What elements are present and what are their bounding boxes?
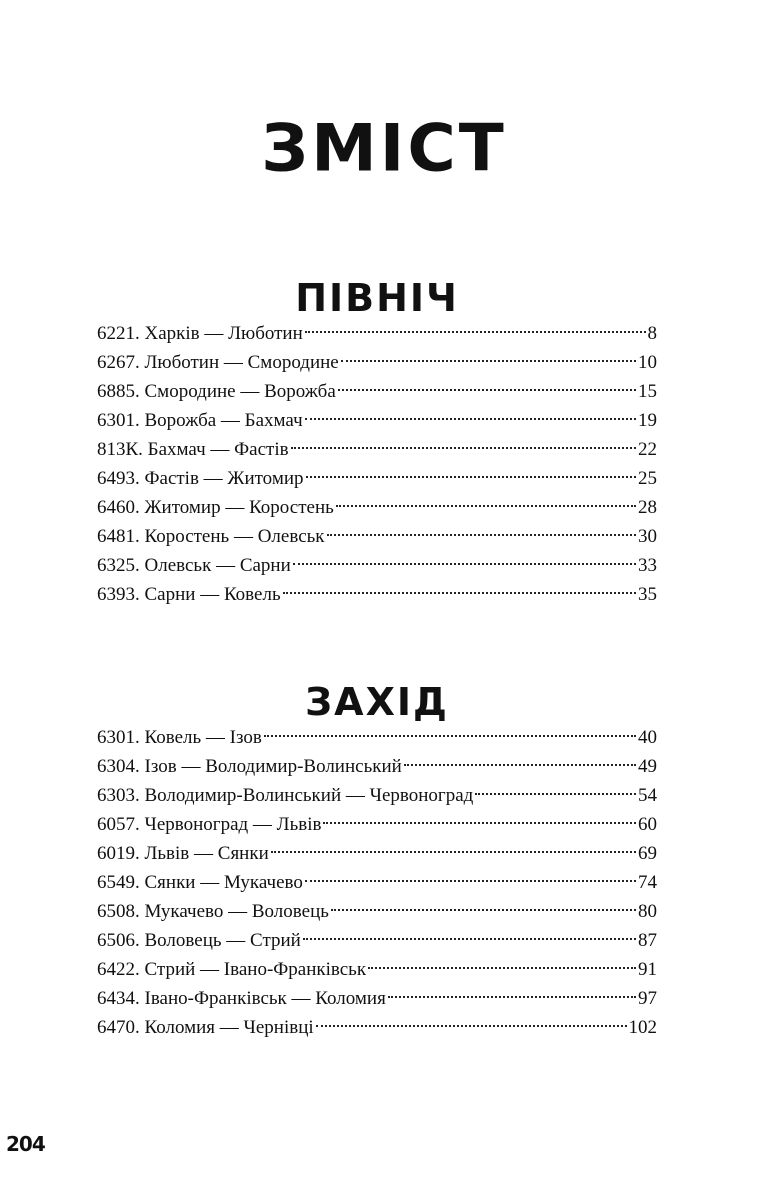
section-heading-north: ПІВНІЧ bbox=[295, 276, 459, 320]
toc-entry[interactable] bbox=[97, 752, 657, 781]
dot-leader bbox=[306, 476, 636, 478]
dot-leader bbox=[264, 735, 636, 737]
toc-entry[interactable] bbox=[97, 551, 657, 580]
toc-entry-label: 6304. Ізов — Володимир-Волинський bbox=[97, 756, 402, 777]
dot-leader bbox=[341, 360, 636, 362]
toc-list-north bbox=[97, 319, 657, 609]
toc-entry-page: 91 bbox=[638, 959, 657, 980]
dot-leader bbox=[283, 592, 636, 594]
toc-entry[interactable] bbox=[97, 839, 657, 868]
dot-leader bbox=[305, 880, 636, 882]
toc-entry-page: 97 bbox=[638, 988, 657, 1009]
toc-entry-label: 6470. Коломия — Чернівці bbox=[97, 1017, 314, 1038]
dot-leader bbox=[475, 793, 636, 795]
toc-entry[interactable] bbox=[97, 1013, 657, 1042]
toc-entry-page: 40 bbox=[638, 727, 657, 748]
toc-entry[interactable] bbox=[97, 723, 657, 752]
section-heading-west: ЗАХІД bbox=[305, 680, 449, 724]
dot-leader bbox=[338, 389, 636, 391]
toc-entry-label: 6325. Олевськ — Сарни bbox=[97, 555, 291, 576]
dot-leader bbox=[388, 996, 636, 998]
toc-entry-page: 19 bbox=[638, 410, 657, 431]
toc-entry-label: 6508. Мукачево — Воловець bbox=[97, 901, 329, 922]
page-number: 204 bbox=[6, 1132, 45, 1156]
dot-leader bbox=[305, 331, 646, 333]
toc-entry[interactable] bbox=[97, 406, 657, 435]
toc-entry-label: 6301. Ворожба — Бахмач bbox=[97, 410, 303, 431]
toc-entry[interactable] bbox=[97, 522, 657, 551]
dot-leader bbox=[323, 822, 636, 824]
dot-leader bbox=[331, 909, 636, 911]
toc-entry-page: 33 bbox=[638, 555, 657, 576]
toc-entry-page: 25 bbox=[638, 468, 657, 489]
toc-entry-page: 60 bbox=[638, 814, 657, 835]
toc-entry[interactable] bbox=[97, 810, 657, 839]
toc-entry-label: 6422. Стрий — Івано-Франківськ bbox=[97, 959, 367, 980]
toc-entry[interactable] bbox=[97, 984, 657, 1013]
toc-list-west bbox=[97, 723, 657, 1042]
toc-entry-label: 6301. Ковель — Ізов bbox=[97, 727, 262, 748]
toc-entry-page: 15 bbox=[638, 381, 657, 402]
toc-entry-page: 54 bbox=[638, 785, 657, 806]
dot-leader bbox=[316, 1025, 627, 1027]
dot-leader bbox=[368, 967, 636, 969]
toc-entry-page: 28 bbox=[638, 497, 657, 518]
toc-entry-page: 10 bbox=[638, 352, 657, 373]
toc-entry[interactable] bbox=[97, 781, 657, 810]
toc-entry-page: 80 bbox=[638, 901, 657, 922]
toc-entry[interactable] bbox=[97, 580, 657, 609]
toc-entry[interactable] bbox=[97, 377, 657, 406]
toc-entry-label: 6885. Смородине — Ворожба bbox=[97, 381, 336, 402]
toc-entry-label: 6481. Коростень — Олевськ bbox=[97, 526, 325, 547]
toc-entry-label: 6434. Івано-Франківськ — Коломия bbox=[97, 988, 386, 1009]
dot-leader bbox=[305, 418, 636, 420]
toc-entry[interactable] bbox=[97, 868, 657, 897]
dot-leader bbox=[271, 851, 636, 853]
toc-entry-page: 87 bbox=[638, 930, 657, 951]
toc-entry-label: 6267. Люботин — Смородине bbox=[97, 352, 339, 373]
dot-leader bbox=[336, 505, 636, 507]
dot-leader bbox=[303, 938, 636, 940]
toc-entry[interactable] bbox=[97, 348, 657, 377]
toc-entry-page: 35 bbox=[638, 584, 657, 605]
toc-entry-page: 49 bbox=[638, 756, 657, 777]
dot-leader bbox=[404, 764, 636, 766]
toc-entry-page: 74 bbox=[638, 872, 657, 893]
dot-leader bbox=[291, 447, 636, 449]
toc-entry-label: 6493. Фастів — Житомир bbox=[97, 468, 304, 489]
toc-entry[interactable] bbox=[97, 435, 657, 464]
toc-entry[interactable] bbox=[97, 926, 657, 955]
toc-entry-page: 8 bbox=[647, 323, 657, 344]
toc-entry-label: 813К. Бахмач — Фастів bbox=[97, 439, 289, 460]
toc-entry[interactable] bbox=[97, 897, 657, 926]
toc-entry-label: 6057. Червоноград — Львів bbox=[97, 814, 322, 835]
toc-entry-page: 30 bbox=[638, 526, 657, 547]
toc-entry-label: 6303. Володимир-Волинський — Червоноград bbox=[97, 785, 474, 806]
toc-entry[interactable] bbox=[97, 493, 657, 522]
toc-entry-page: 69 bbox=[638, 843, 657, 864]
toc-entry-label: 6019. Львів — Сянки bbox=[97, 843, 269, 864]
page-title: ЗМІСТ bbox=[261, 110, 507, 187]
toc-section-west bbox=[97, 682, 657, 1042]
toc-entry-label: 6221. Харків — Люботин bbox=[97, 323, 303, 344]
toc-entry-page: 22 bbox=[638, 439, 657, 460]
toc-entry[interactable] bbox=[97, 464, 657, 493]
toc-entry-page: 102 bbox=[628, 1017, 657, 1038]
toc-entry[interactable] bbox=[97, 955, 657, 984]
toc-entry-label: 6393. Сарни — Ковель bbox=[97, 584, 281, 605]
toc-entry[interactable] bbox=[97, 319, 657, 348]
toc-section-north bbox=[97, 278, 657, 609]
dot-leader bbox=[293, 563, 636, 565]
toc-entry-label: 6506. Воловець — Стрий bbox=[97, 930, 301, 951]
dot-leader bbox=[327, 534, 636, 536]
toc-entry-label: 6460. Житомир — Коростень bbox=[97, 497, 334, 518]
toc-entry-label: 6549. Сянки — Мукачево bbox=[97, 872, 303, 893]
